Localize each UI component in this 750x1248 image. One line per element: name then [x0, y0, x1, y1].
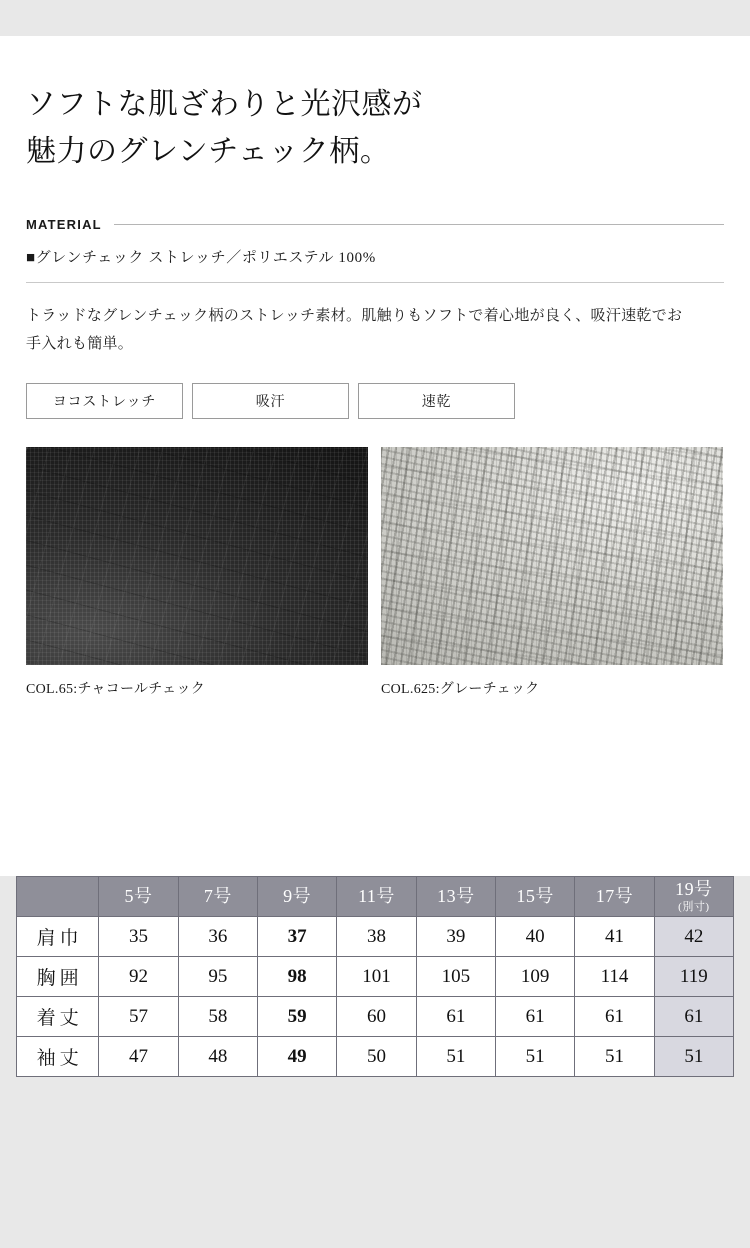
size-column-9: 9号: [258, 877, 337, 917]
cell-length-13: 61: [416, 997, 495, 1037]
swatch-charcoal-caption: COL.65:チャコールチェック: [26, 681, 206, 697]
feature-tag-list: [26, 383, 724, 419]
material-heading-rule: [114, 224, 724, 225]
feature-tag-absorbent: 吸汗: [192, 383, 349, 419]
cell-shoulder-7: 36: [178, 917, 257, 957]
cell-bust-7: 95: [178, 957, 257, 997]
page-title-line-2: 魅力のグレンチェック柄。: [26, 134, 391, 168]
table-row: [17, 917, 734, 957]
swatch-grey-caption: COL.625:グレーチェック: [381, 681, 540, 697]
row-label-length: 着丈: [17, 997, 99, 1037]
size-table: [16, 876, 734, 1077]
feature-tag-quickdry: 速乾: [358, 383, 515, 419]
size-table-corner: [17, 877, 99, 917]
swatch-grey-image: [381, 447, 723, 665]
cell-sleeve-9: 49: [258, 1037, 337, 1077]
size-table-header-row: [17, 877, 734, 917]
row-label-sleeve: 袖丈: [17, 1037, 99, 1077]
swatch-charcoal: [26, 447, 368, 698]
cell-bust-5: 92: [99, 957, 178, 997]
swatch-gallery: [26, 447, 724, 698]
size-table-body: [17, 917, 734, 1077]
material-heading: [26, 217, 724, 232]
size-column-13: 13号: [416, 877, 495, 917]
cell-bust-9: 98: [258, 957, 337, 997]
page-title-line-1: ソフトな肌ざわりと光沢感が: [26, 88, 423, 121]
cell-shoulder-5: 35: [99, 917, 178, 957]
content-area: [26, 36, 724, 698]
cell-bust-19: 119: [654, 957, 733, 997]
table-row: [17, 997, 734, 1037]
cell-bust-11: 101: [337, 957, 416, 997]
material-composition: ■グレンチェック ストレッチ／ポリエステル 100%: [26, 250, 376, 266]
table-row: [17, 957, 734, 997]
cell-sleeve-15: 51: [495, 1037, 574, 1077]
row-label-bust: 胸囲: [17, 957, 99, 997]
cell-shoulder-9: 37: [258, 917, 337, 957]
page-title: [26, 82, 724, 175]
size-column-11: 11号: [337, 877, 416, 917]
size-column-19: 19号 (別寸): [654, 877, 733, 917]
cell-shoulder-17: 41: [575, 917, 654, 957]
size-table-container: [16, 876, 734, 1077]
table-row: [17, 1037, 734, 1077]
size-column-15: 15号: [495, 877, 574, 917]
row-label-shoulder: 肩巾: [17, 917, 99, 957]
size-table-header: [17, 877, 734, 917]
cell-length-17: 61: [575, 997, 654, 1037]
cell-shoulder-15: 40: [495, 917, 574, 957]
size-column-17: 17号: [575, 877, 654, 917]
swatch-grey: [381, 447, 723, 698]
cell-bust-13: 105: [416, 957, 495, 997]
swatch-charcoal-image: [26, 447, 368, 665]
cell-sleeve-13: 51: [416, 1037, 495, 1077]
cell-bust-17: 114: [575, 957, 654, 997]
cell-length-15: 61: [495, 997, 574, 1037]
cell-shoulder-11: 38: [337, 917, 416, 957]
size-column-7: 7号: [178, 877, 257, 917]
cell-shoulder-13: 39: [416, 917, 495, 957]
material-description: トラッドなグレンチェック柄のストレッチ素材。肌触りもソフトで着心地が良く、吸汗速乾でお手入れも簡単。: [26, 308, 683, 352]
feature-tag-stretch: ヨコストレッチ: [26, 383, 183, 419]
material-label: MATERIAL: [26, 217, 102, 232]
cell-sleeve-7: 48: [178, 1037, 257, 1077]
cell-bust-15: 109: [495, 957, 574, 997]
size-column-5: 5号: [99, 877, 178, 917]
cell-length-19: 61: [654, 997, 733, 1037]
cell-shoulder-19: 42: [654, 917, 733, 957]
cell-sleeve-11: 50: [337, 1037, 416, 1077]
cell-length-5: 57: [99, 997, 178, 1037]
cell-sleeve-19: 51: [654, 1037, 733, 1077]
cell-length-9: 59: [258, 997, 337, 1037]
cell-sleeve-5: 47: [99, 1037, 178, 1077]
cell-sleeve-17: 51: [575, 1037, 654, 1077]
section-divider: [26, 282, 724, 283]
cell-length-7: 58: [178, 997, 257, 1037]
cell-length-11: 60: [337, 997, 416, 1037]
